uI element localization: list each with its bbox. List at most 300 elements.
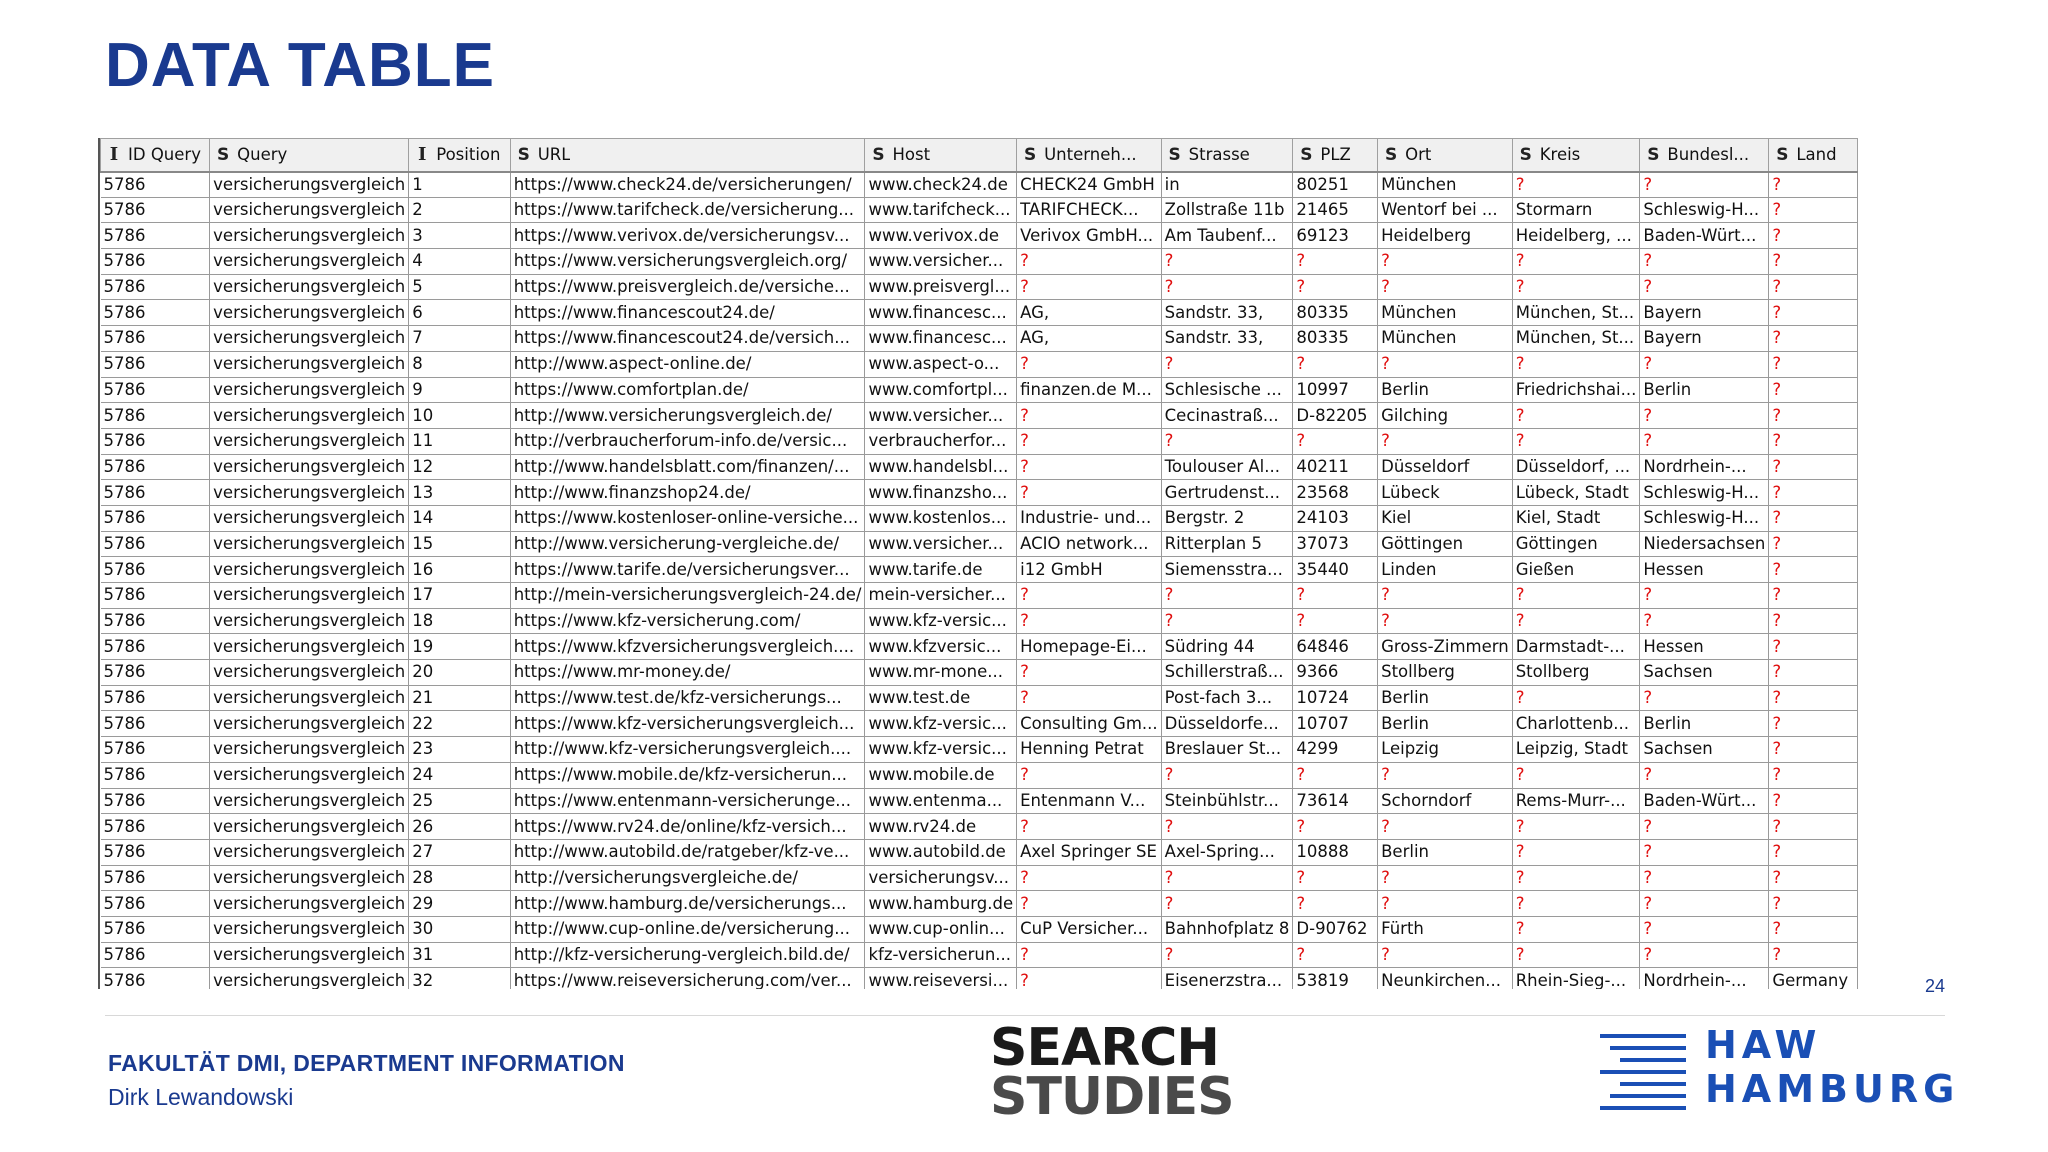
- table-cell[interactable]: ?: [1769, 531, 1858, 557]
- table-cell[interactable]: 24103: [1293, 505, 1378, 531]
- table-cell[interactable]: 5786: [101, 583, 210, 609]
- table-cell[interactable]: http://kfz-versicherung-vergleich.bild.de/: [510, 942, 865, 968]
- table-cell[interactable]: 5786: [101, 685, 210, 711]
- table-cell[interactable]: www.cup-onlin...: [865, 916, 1017, 942]
- table-cell[interactable]: Friedrichshai...: [1512, 377, 1640, 403]
- table-cell[interactable]: Sandstr. 33,: [1161, 326, 1293, 352]
- table-cell[interactable]: www.verivox.de: [865, 223, 1017, 249]
- table-cell[interactable]: Sachsen: [1640, 660, 1769, 686]
- table-cell[interactable]: ?: [1017, 685, 1162, 711]
- column-header-ort[interactable]: [1378, 139, 1513, 172]
- table-cell[interactable]: versicherungsvergleich: [210, 300, 409, 326]
- table-cell[interactable]: 12: [409, 454, 511, 480]
- table-row[interactable]: [101, 660, 1858, 686]
- table-cell[interactable]: Am Taubenf...: [1161, 223, 1293, 249]
- table-cell[interactable]: ?: [1769, 197, 1858, 223]
- table-cell[interactable]: 17: [409, 583, 511, 609]
- table-cell[interactable]: 73614: [1293, 788, 1378, 814]
- table-cell[interactable]: www.rv24.de: [865, 814, 1017, 840]
- table-cell[interactable]: ?: [1378, 249, 1513, 275]
- column-header-url[interactable]: [510, 139, 865, 172]
- table-cell[interactable]: www.autobild.de: [865, 839, 1017, 865]
- table-cell[interactable]: https://www.verivox.de/versicherungsv...: [510, 223, 865, 249]
- table-cell[interactable]: 5786: [101, 454, 210, 480]
- table-row[interactable]: [101, 583, 1858, 609]
- table-cell[interactable]: https://www.preisvergleich.de/versiche...: [510, 274, 865, 300]
- table-cell[interactable]: 5786: [101, 916, 210, 942]
- table-cell[interactable]: finanzen.de M...: [1017, 377, 1162, 403]
- table-cell[interactable]: versicherungsvergleich: [210, 814, 409, 840]
- table-cell[interactable]: 9366: [1293, 660, 1378, 686]
- table-cell[interactable]: https://www.financescout24.de/versich...: [510, 326, 865, 352]
- table-cell[interactable]: ?: [1769, 711, 1858, 737]
- table-cell[interactable]: ?: [1378, 583, 1513, 609]
- table-cell[interactable]: Heidelberg: [1378, 223, 1513, 249]
- table-cell[interactable]: Berlin: [1378, 685, 1513, 711]
- table-cell[interactable]: Toulouser Al...: [1161, 454, 1293, 480]
- table-cell[interactable]: Göttingen: [1512, 531, 1640, 557]
- table-cell[interactable]: ?: [1512, 942, 1640, 968]
- table-cell[interactable]: ?: [1769, 865, 1858, 891]
- table-cell[interactable]: http://www.aspect-online.de/: [510, 351, 865, 377]
- table-cell[interactable]: 10: [409, 403, 511, 429]
- table-cell[interactable]: 26: [409, 814, 511, 840]
- table-cell[interactable]: ?: [1769, 634, 1858, 660]
- table-cell[interactable]: ?: [1017, 351, 1162, 377]
- table-cell[interactable]: http://versicherungsvergleiche.de/: [510, 865, 865, 891]
- table-cell[interactable]: ?: [1769, 480, 1858, 506]
- table-cell[interactable]: www.finanzsho...: [865, 480, 1017, 506]
- table-cell[interactable]: 2: [409, 197, 511, 223]
- table-cell[interactable]: ?: [1769, 788, 1858, 814]
- table-cell[interactable]: Gießen: [1512, 557, 1640, 583]
- table-cell[interactable]: Rhein-Sieg-...: [1512, 968, 1640, 989]
- table-cell[interactable]: http://www.hamburg.de/versicherungs...: [510, 891, 865, 917]
- table-cell[interactable]: Südring 44: [1161, 634, 1293, 660]
- table-cell[interactable]: ?: [1512, 351, 1640, 377]
- table-cell[interactable]: Berlin: [1378, 839, 1513, 865]
- table-cell[interactable]: 53819: [1293, 968, 1378, 989]
- table-cell[interactable]: Consulting Gm...: [1017, 711, 1162, 737]
- table-cell[interactable]: 29: [409, 891, 511, 917]
- column-header-strasse[interactable]: [1161, 139, 1293, 172]
- table-row[interactable]: [101, 685, 1858, 711]
- table-cell[interactable]: München: [1378, 326, 1513, 352]
- table-cell[interactable]: ?: [1769, 351, 1858, 377]
- table-cell[interactable]: versicherungsvergleich: [210, 968, 409, 989]
- table-cell[interactable]: www.mobile.de: [865, 762, 1017, 788]
- table-cell[interactable]: Germany: [1769, 968, 1858, 989]
- table-cell[interactable]: 5786: [101, 531, 210, 557]
- table-row[interactable]: [101, 300, 1858, 326]
- table-cell[interactable]: 27: [409, 839, 511, 865]
- table-cell[interactable]: ?: [1769, 377, 1858, 403]
- table-cell[interactable]: www.comfortpl...: [865, 377, 1017, 403]
- table-cell[interactable]: ?: [1512, 608, 1640, 634]
- table-cell[interactable]: 5786: [101, 788, 210, 814]
- table-cell[interactable]: versicherungsvergleich: [210, 634, 409, 660]
- table-cell[interactable]: Bergstr. 2: [1161, 505, 1293, 531]
- column-header-unterneh[interactable]: [1017, 139, 1162, 172]
- table-cell[interactable]: www.reiseversi...: [865, 968, 1017, 989]
- table-cell[interactable]: versicherungsvergleich: [210, 583, 409, 609]
- table-cell[interactable]: ?: [1769, 737, 1858, 763]
- table-cell[interactable]: 6: [409, 300, 511, 326]
- table-cell[interactable]: ?: [1769, 454, 1858, 480]
- table-cell[interactable]: versicherungsvergleich: [210, 916, 409, 942]
- table-cell[interactable]: http://mein-versicherungsvergleich-24.de/: [510, 583, 865, 609]
- table-cell[interactable]: in: [1161, 172, 1293, 198]
- table-cell[interactable]: 5786: [101, 377, 210, 403]
- table-cell[interactable]: 5786: [101, 814, 210, 840]
- table-cell[interactable]: ?: [1769, 428, 1858, 454]
- table-cell[interactable]: www.tarifcheck...: [865, 197, 1017, 223]
- table-cell[interactable]: 9: [409, 377, 511, 403]
- table-cell[interactable]: ?: [1017, 583, 1162, 609]
- table-cell[interactable]: versicherungsvergleich: [210, 762, 409, 788]
- table-cell[interactable]: 23: [409, 737, 511, 763]
- table-cell[interactable]: www.tarife.de: [865, 557, 1017, 583]
- table-cell[interactable]: ?: [1017, 403, 1162, 429]
- table-cell[interactable]: 14: [409, 505, 511, 531]
- table-cell[interactable]: mein-versicher...: [865, 583, 1017, 609]
- table-cell[interactable]: 3: [409, 223, 511, 249]
- table-cell[interactable]: www.financesc...: [865, 300, 1017, 326]
- table-cell[interactable]: CuP Versicher...: [1017, 916, 1162, 942]
- table-row[interactable]: [101, 557, 1858, 583]
- table-cell[interactable]: 64846: [1293, 634, 1378, 660]
- table-row[interactable]: [101, 788, 1858, 814]
- table-cell[interactable]: ?: [1017, 480, 1162, 506]
- table-cell[interactable]: ?: [1512, 583, 1640, 609]
- table-cell[interactable]: Nordrhein-...: [1640, 968, 1769, 989]
- table-cell[interactable]: Gertrudenst...: [1161, 480, 1293, 506]
- table-cell[interactable]: Verivox GmbH...: [1017, 223, 1162, 249]
- table-cell[interactable]: 5786: [101, 711, 210, 737]
- table-cell[interactable]: www.kfzversic...: [865, 634, 1017, 660]
- table-cell[interactable]: Homepage-Ei...: [1017, 634, 1162, 660]
- table-cell[interactable]: 7: [409, 326, 511, 352]
- table-cell[interactable]: Entenmann V...: [1017, 788, 1162, 814]
- table-cell[interactable]: ?: [1293, 428, 1378, 454]
- table-cell[interactable]: München, St...: [1512, 300, 1640, 326]
- table-cell[interactable]: versicherungsvergleich: [210, 685, 409, 711]
- table-cell[interactable]: D-82205: [1293, 403, 1378, 429]
- table-cell[interactable]: ?: [1161, 942, 1293, 968]
- table-cell[interactable]: ?: [1769, 891, 1858, 917]
- table-cell[interactable]: ?: [1640, 583, 1769, 609]
- table-cell[interactable]: Düsseldorf: [1378, 454, 1513, 480]
- table-cell[interactable]: ?: [1769, 557, 1858, 583]
- table-cell[interactable]: ?: [1769, 762, 1858, 788]
- table-cell[interactable]: München: [1378, 172, 1513, 198]
- table-cell[interactable]: 25: [409, 788, 511, 814]
- table-cell[interactable]: https://www.rv24.de/online/kfz-versich...: [510, 814, 865, 840]
- table-cell[interactable]: Fürth: [1378, 916, 1513, 942]
- table-cell[interactable]: versicherungsvergleich: [210, 608, 409, 634]
- table-cell[interactable]: 5: [409, 274, 511, 300]
- table-cell[interactable]: Charlottenb...: [1512, 711, 1640, 737]
- table-cell[interactable]: www.aspect-o...: [865, 351, 1017, 377]
- table-cell[interactable]: https://www.mobile.de/kfz-versicherun...: [510, 762, 865, 788]
- table-cell[interactable]: Bahnhofplatz 8: [1161, 916, 1293, 942]
- table-cell[interactable]: ?: [1769, 223, 1858, 249]
- table-cell[interactable]: Darmstadt-...: [1512, 634, 1640, 660]
- table-row[interactable]: [101, 274, 1858, 300]
- table-cell[interactable]: ?: [1161, 249, 1293, 275]
- column-header-host[interactable]: [865, 139, 1017, 172]
- table-cell[interactable]: https://www.kostenloser-online-versiche...: [510, 505, 865, 531]
- table-cell[interactable]: 5786: [101, 403, 210, 429]
- table-cell[interactable]: 35440: [1293, 557, 1378, 583]
- table-cell[interactable]: 22: [409, 711, 511, 737]
- table-cell[interactable]: https://www.financescout24.de/: [510, 300, 865, 326]
- table-cell[interactable]: 10888: [1293, 839, 1378, 865]
- table-cell[interactable]: https://www.kfz-versicherungsvergleich...: [510, 711, 865, 737]
- table-cell[interactable]: 69123: [1293, 223, 1378, 249]
- column-header-position[interactable]: [409, 139, 511, 172]
- table-row[interactable]: [101, 351, 1858, 377]
- table-cell[interactable]: 5786: [101, 891, 210, 917]
- table-cell[interactable]: 19: [409, 634, 511, 660]
- table-cell[interactable]: 10707: [1293, 711, 1378, 737]
- table-cell[interactable]: München, St...: [1512, 326, 1640, 352]
- table-row[interactable]: [101, 608, 1858, 634]
- table-cell[interactable]: ?: [1161, 608, 1293, 634]
- table-cell[interactable]: www.financesc...: [865, 326, 1017, 352]
- table-cell[interactable]: 4299: [1293, 737, 1378, 763]
- table-cell[interactable]: ?: [1017, 814, 1162, 840]
- table-cell[interactable]: http://www.kfz-versicherungsvergleich....: [510, 737, 865, 763]
- table-cell[interactable]: versicherungsvergleich: [210, 172, 409, 198]
- table-cell[interactable]: 5786: [101, 274, 210, 300]
- table-cell[interactable]: ?: [1293, 583, 1378, 609]
- table-cell[interactable]: 10724: [1293, 685, 1378, 711]
- table-cell[interactable]: http://www.finanzshop24.de/: [510, 480, 865, 506]
- table-cell[interactable]: ?: [1161, 762, 1293, 788]
- table-cell[interactable]: 21465: [1293, 197, 1378, 223]
- table-row[interactable]: [101, 505, 1858, 531]
- table-cell[interactable]: ?: [1769, 505, 1858, 531]
- table-cell[interactable]: ?: [1017, 942, 1162, 968]
- table-row[interactable]: [101, 172, 1858, 198]
- table-cell[interactable]: versicherungsvergleich: [210, 351, 409, 377]
- table-cell[interactable]: 5786: [101, 634, 210, 660]
- table-cell[interactable]: ?: [1512, 916, 1640, 942]
- table-cell[interactable]: 5786: [101, 351, 210, 377]
- table-cell[interactable]: versicherungsvergleich: [210, 737, 409, 763]
- table-cell[interactable]: versicherungsvergleich: [210, 531, 409, 557]
- table-cell[interactable]: ?: [1640, 685, 1769, 711]
- table-cell[interactable]: versicherungsvergleich: [210, 865, 409, 891]
- table-cell[interactable]: Kiel: [1378, 505, 1513, 531]
- table-cell[interactable]: Düsseldorfe...: [1161, 711, 1293, 737]
- table-cell[interactable]: ?: [1378, 608, 1513, 634]
- table-cell[interactable]: ?: [1640, 891, 1769, 917]
- table-cell[interactable]: Niedersachsen: [1640, 531, 1769, 557]
- table-cell[interactable]: https://www.versicherungsvergleich.org/: [510, 249, 865, 275]
- table-cell[interactable]: 11: [409, 428, 511, 454]
- table-cell[interactable]: D-90762: [1293, 916, 1378, 942]
- table-cell[interactable]: http://www.versicherung-vergleiche.de/: [510, 531, 865, 557]
- table-cell[interactable]: ?: [1293, 942, 1378, 968]
- table-cell[interactable]: Breslauer St...: [1161, 737, 1293, 763]
- table-cell[interactable]: versicherungsvergleich: [210, 274, 409, 300]
- table-cell[interactable]: ?: [1017, 608, 1162, 634]
- table-cell[interactable]: Neunkirchen...: [1378, 968, 1513, 989]
- table-cell[interactable]: https://www.mr-money.de/: [510, 660, 865, 686]
- table-cell[interactable]: Post-fach 3...: [1161, 685, 1293, 711]
- table-row[interactable]: [101, 326, 1858, 352]
- table-cell[interactable]: https://www.check24.de/versicherungen/: [510, 172, 865, 198]
- table-row[interactable]: [101, 223, 1858, 249]
- table-cell[interactable]: ?: [1293, 814, 1378, 840]
- table-cell[interactable]: 30: [409, 916, 511, 942]
- table-cell[interactable]: ?: [1769, 916, 1858, 942]
- table-cell[interactable]: Axel-Spring...: [1161, 839, 1293, 865]
- table-cell[interactable]: ?: [1161, 428, 1293, 454]
- table-cell[interactable]: Heidelberg, ...: [1512, 223, 1640, 249]
- table-cell[interactable]: 80335: [1293, 326, 1378, 352]
- table-cell[interactable]: 18: [409, 608, 511, 634]
- table-cell[interactable]: Stollberg: [1378, 660, 1513, 686]
- table-row[interactable]: [101, 762, 1858, 788]
- table-cell[interactable]: Berlin: [1640, 377, 1769, 403]
- table-row[interactable]: [101, 711, 1858, 737]
- table-cell[interactable]: versicherungsvergleich: [210, 557, 409, 583]
- table-cell[interactable]: ?: [1769, 326, 1858, 352]
- table-cell[interactable]: ?: [1640, 351, 1769, 377]
- table-cell[interactable]: Industrie- und...: [1017, 505, 1162, 531]
- table-cell[interactable]: 5786: [101, 326, 210, 352]
- table-cell[interactable]: CHECK24 GmbH: [1017, 172, 1162, 198]
- table-cell[interactable]: ?: [1769, 249, 1858, 275]
- table-cell[interactable]: 80251: [1293, 172, 1378, 198]
- table-cell[interactable]: Düsseldorf, ...: [1512, 454, 1640, 480]
- table-cell[interactable]: www.kfz-versic...: [865, 608, 1017, 634]
- table-cell[interactable]: versicherungsvergleich: [210, 839, 409, 865]
- table-cell[interactable]: Schlesische ...: [1161, 377, 1293, 403]
- table-cell[interactable]: ?: [1640, 608, 1769, 634]
- table-cell[interactable]: Rems-Murr-...: [1512, 788, 1640, 814]
- table-cell[interactable]: ?: [1293, 891, 1378, 917]
- table-cell[interactable]: 32: [409, 968, 511, 989]
- table-cell[interactable]: Göttingen: [1378, 531, 1513, 557]
- table-cell[interactable]: Steinbühlstr...: [1161, 788, 1293, 814]
- table-row[interactable]: [101, 737, 1858, 763]
- table-cell[interactable]: ?: [1512, 839, 1640, 865]
- table-cell[interactable]: Berlin: [1378, 711, 1513, 737]
- table-cell[interactable]: Henning Petrat: [1017, 737, 1162, 763]
- table-cell[interactable]: ?: [1512, 172, 1640, 198]
- table-cell[interactable]: http://www.cup-online.de/versicherung...: [510, 916, 865, 942]
- table-cell[interactable]: https://www.tarife.de/versicherungsver...: [510, 557, 865, 583]
- table-cell[interactable]: 13: [409, 480, 511, 506]
- table-cell[interactable]: Kiel, Stadt: [1512, 505, 1640, 531]
- table-cell[interactable]: Stormarn: [1512, 197, 1640, 223]
- table-cell[interactable]: München: [1378, 300, 1513, 326]
- table-cell[interactable]: TARIFCHECK...: [1017, 197, 1162, 223]
- table-cell[interactable]: ?: [1017, 891, 1162, 917]
- table-cell[interactable]: 5786: [101, 942, 210, 968]
- table-row[interactable]: [101, 865, 1858, 891]
- table-cell[interactable]: 40211: [1293, 454, 1378, 480]
- column-header-id-query[interactable]: [101, 139, 210, 172]
- table-row[interactable]: [101, 634, 1858, 660]
- column-header-land[interactable]: [1769, 139, 1858, 172]
- table-cell[interactable]: 5786: [101, 428, 210, 454]
- table-row[interactable]: [101, 377, 1858, 403]
- table-row[interactable]: [101, 839, 1858, 865]
- table-cell[interactable]: Berlin: [1640, 711, 1769, 737]
- table-cell[interactable]: www.entenma...: [865, 788, 1017, 814]
- table-cell[interactable]: Hessen: [1640, 634, 1769, 660]
- table-cell[interactable]: versicherungsvergleich: [210, 403, 409, 429]
- table-cell[interactable]: 5786: [101, 968, 210, 989]
- table-cell[interactable]: ?: [1640, 249, 1769, 275]
- table-cell[interactable]: ?: [1640, 428, 1769, 454]
- table-cell[interactable]: ?: [1017, 454, 1162, 480]
- table-cell[interactable]: www.kostenlos...: [865, 505, 1017, 531]
- table-cell[interactable]: ?: [1017, 660, 1162, 686]
- table-cell[interactable]: ?: [1293, 351, 1378, 377]
- table-cell[interactable]: ?: [1017, 865, 1162, 891]
- table-cell[interactable]: ?: [1640, 814, 1769, 840]
- table-cell[interactable]: Baden-Würt...: [1640, 788, 1769, 814]
- table-cell[interactable]: ?: [1017, 968, 1162, 989]
- table-cell[interactable]: ?: [1512, 762, 1640, 788]
- table-cell[interactable]: ?: [1017, 249, 1162, 275]
- table-cell[interactable]: versicherungsvergleich: [210, 942, 409, 968]
- table-cell[interactable]: 37073: [1293, 531, 1378, 557]
- table-cell[interactable]: Sandstr. 33,: [1161, 300, 1293, 326]
- table-cell[interactable]: Bayern: [1640, 326, 1769, 352]
- table-cell[interactable]: www.handelsbl...: [865, 454, 1017, 480]
- table-cell[interactable]: 23568: [1293, 480, 1378, 506]
- table-cell[interactable]: Cecinastraß...: [1161, 403, 1293, 429]
- table-cell[interactable]: 5786: [101, 608, 210, 634]
- table-cell[interactable]: Stollberg: [1512, 660, 1640, 686]
- table-cell[interactable]: 80335: [1293, 300, 1378, 326]
- table-cell[interactable]: ?: [1512, 891, 1640, 917]
- table-cell[interactable]: Ritterplan 5: [1161, 531, 1293, 557]
- table-cell[interactable]: ?: [1161, 891, 1293, 917]
- table-cell[interactable]: ?: [1161, 351, 1293, 377]
- table-cell[interactable]: 5786: [101, 300, 210, 326]
- table-cell[interactable]: 5786: [101, 172, 210, 198]
- table-cell[interactable]: ?: [1293, 865, 1378, 891]
- table-cell[interactable]: versicherungsvergleich: [210, 197, 409, 223]
- table-row[interactable]: [101, 916, 1858, 942]
- table-cell[interactable]: ACIO network...: [1017, 531, 1162, 557]
- table-cell[interactable]: Schleswig-H...: [1640, 197, 1769, 223]
- table-cell[interactable]: 21: [409, 685, 511, 711]
- table-cell[interactable]: versicherungsvergleich: [210, 505, 409, 531]
- table-cell[interactable]: https://www.comfortplan.de/: [510, 377, 865, 403]
- table-cell[interactable]: Bayern: [1640, 300, 1769, 326]
- table-cell[interactable]: https://www.test.de/kfz-versicherungs...: [510, 685, 865, 711]
- table-cell[interactable]: Lübeck, Stadt: [1512, 480, 1640, 506]
- table-cell[interactable]: ?: [1378, 351, 1513, 377]
- table-cell[interactable]: 20: [409, 660, 511, 686]
- table-row[interactable]: [101, 531, 1858, 557]
- table-row[interactable]: [101, 480, 1858, 506]
- table-cell[interactable]: ?: [1512, 403, 1640, 429]
- table-row[interactable]: [101, 454, 1858, 480]
- table-cell[interactable]: Zollstraße 11b: [1161, 197, 1293, 223]
- table-cell[interactable]: Wentorf bei ...: [1378, 197, 1513, 223]
- table-cell[interactable]: ?: [1640, 762, 1769, 788]
